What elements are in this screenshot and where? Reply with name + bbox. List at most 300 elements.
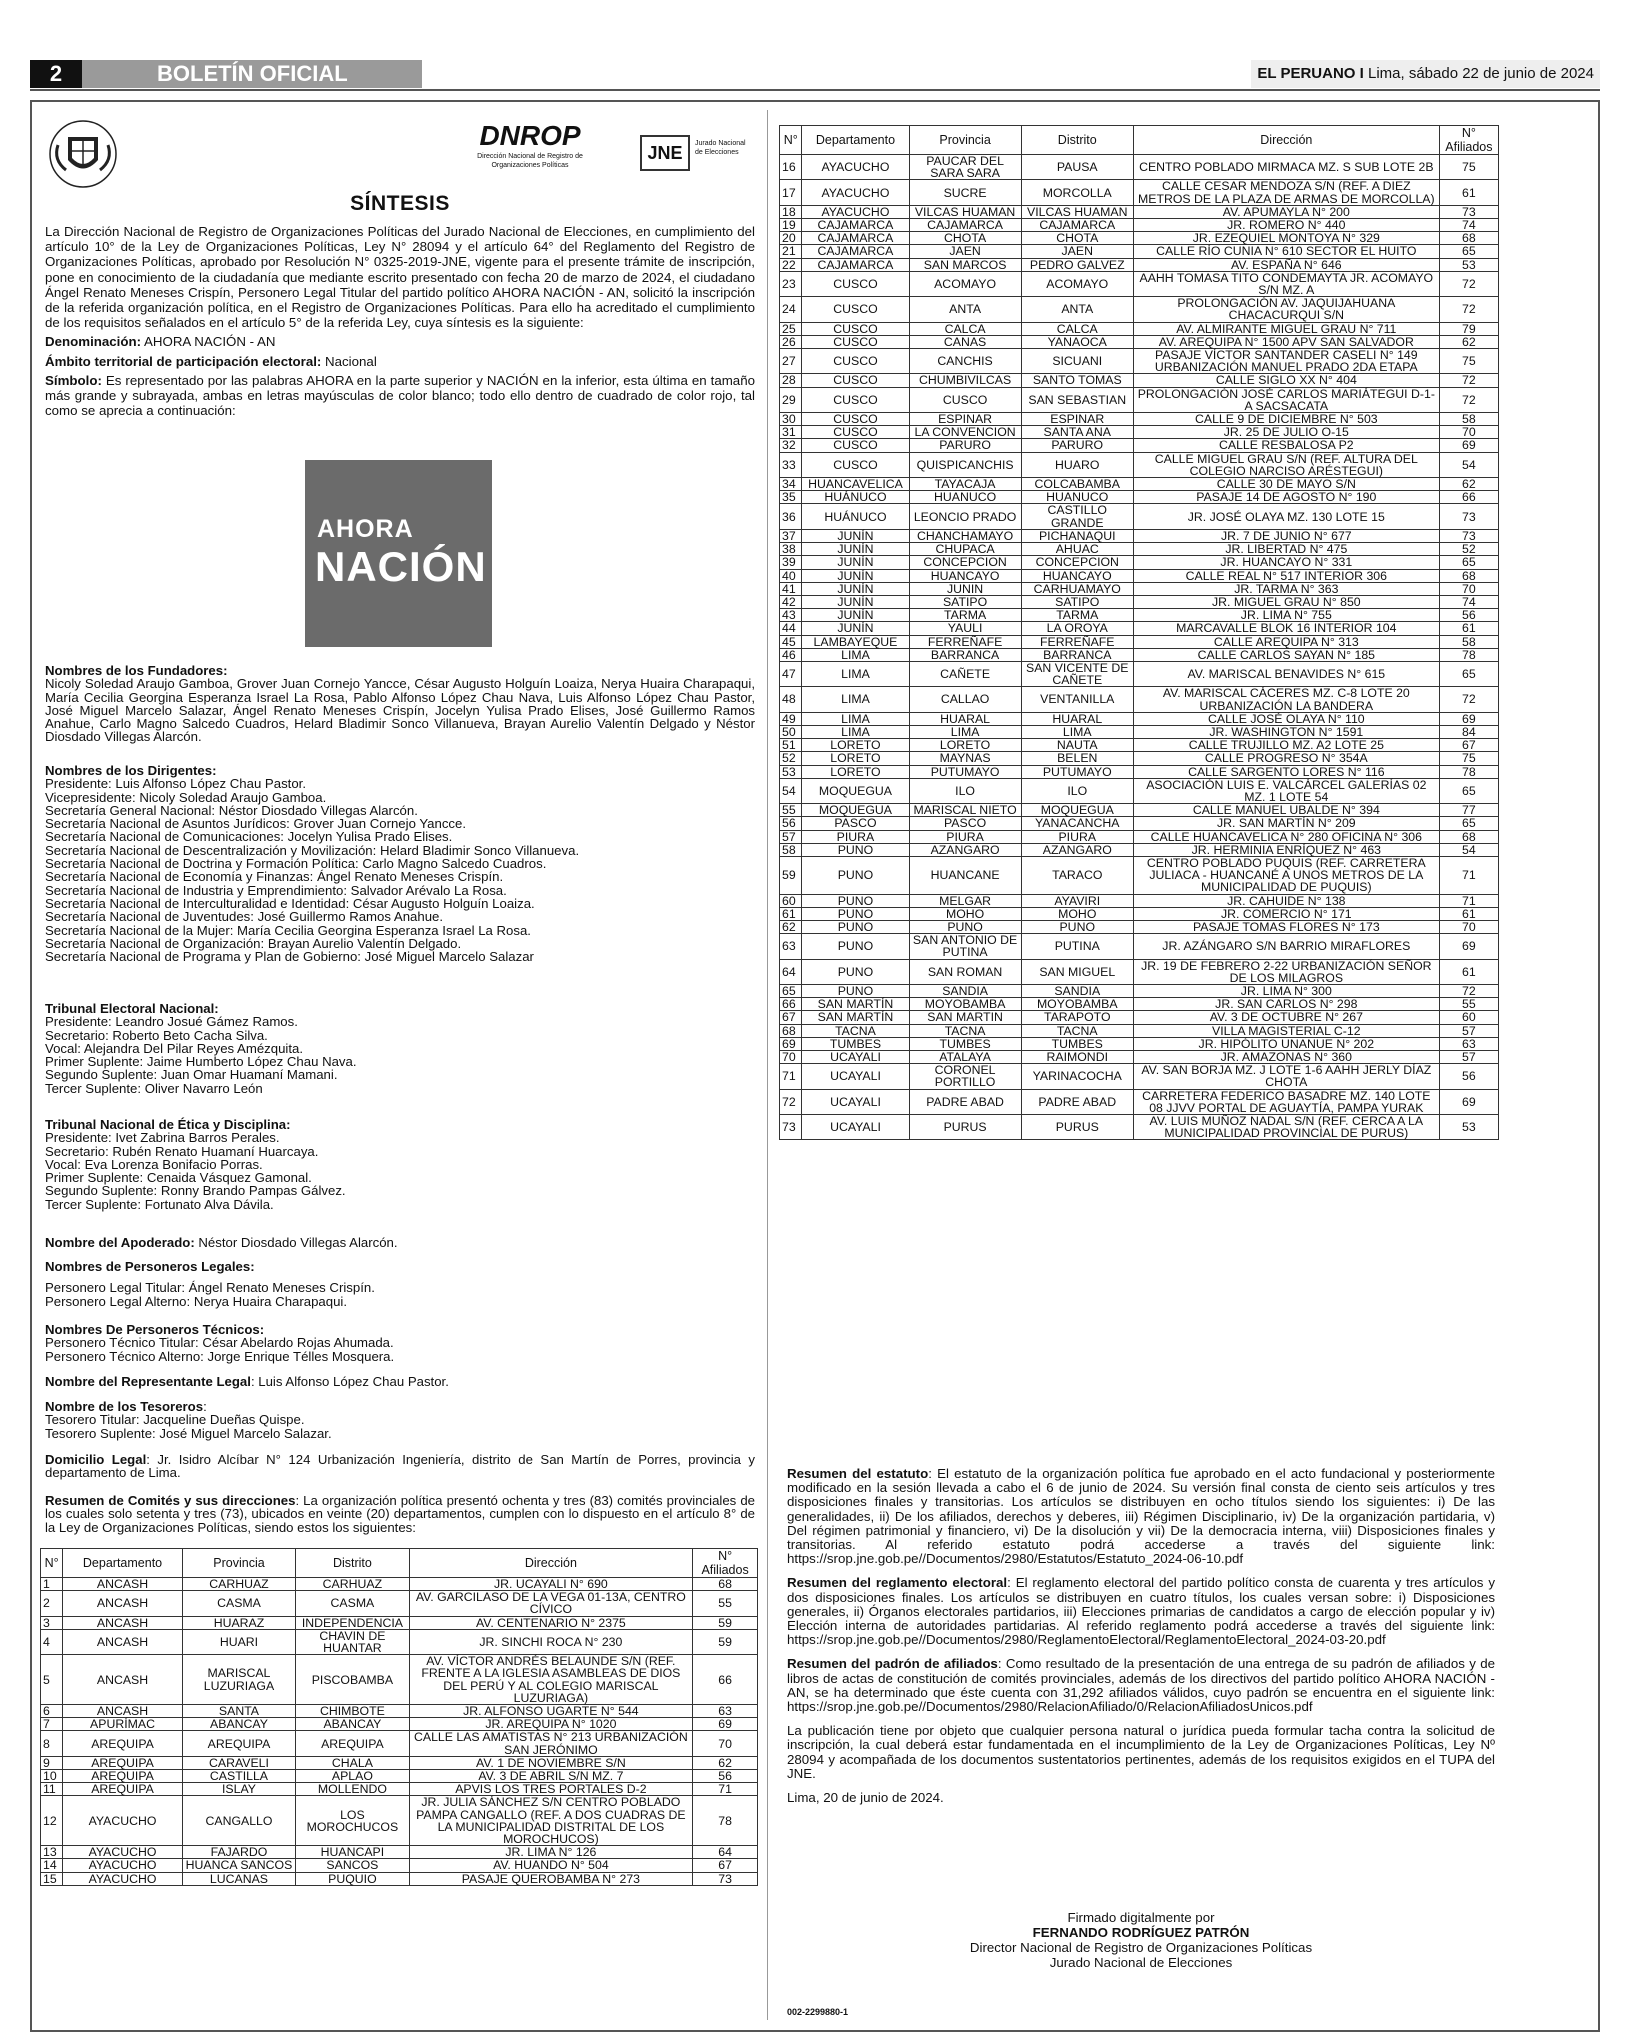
table-cell: LIMA <box>802 725 909 738</box>
table-cell: HUANCANE <box>909 856 1021 894</box>
table-cell: TAYACAJA <box>909 478 1021 491</box>
table-cell: PASAJE 14 DE AGOSTO N° 190 <box>1133 491 1439 504</box>
table-cell: 50 <box>780 725 802 738</box>
table-cell: 55 <box>693 1591 758 1616</box>
table-row <box>780 648 1499 661</box>
list-item: Vocal: Eva Lorenza Bonifacio Porras. <box>45 1156 263 1172</box>
table-cell: 17 <box>780 180 802 205</box>
table-cell: LIMA <box>909 725 1021 738</box>
table-row <box>780 439 1499 452</box>
table-cell: TACNA <box>802 1024 909 1037</box>
table-cell: 56 <box>693 1770 758 1783</box>
table-cell: 71 <box>693 1783 758 1796</box>
table-cell: 73 <box>780 1115 802 1140</box>
table-cell: CARAVELI <box>182 1756 295 1769</box>
table-cell: SAN SEBASTIAN <box>1021 387 1133 412</box>
column-header: Dirección <box>409 1549 693 1578</box>
committees-table-right <box>779 125 1499 1140</box>
table-cell: CASTILLA <box>182 1770 295 1783</box>
table-cell: ACOMAYO <box>909 271 1021 296</box>
table-cell: HUARAL <box>1021 712 1133 725</box>
table-cell: TARMA <box>909 609 1021 622</box>
ambito: Ámbito territorial de participación electoral: Nacional <box>45 353 377 369</box>
list-item: Presidente: Leandro Josué Gámez Ramos. <box>45 1014 298 1030</box>
table-cell: APURÍMAC <box>63 1718 183 1731</box>
list-item: Tercer Suplente: Fortunato Alva Dávila. <box>45 1196 274 1212</box>
table-cell: 65 <box>1439 661 1498 686</box>
table-cell: 78 <box>1439 765 1498 778</box>
table-cell: AYACUCHO <box>802 155 909 180</box>
table-cell: JR. 19 DE FEBRERO 2-22 URBANIZACIÓN SEÑOR DE LOS MILAGROS <box>1133 959 1439 984</box>
table-cell: JUNÍN <box>802 622 909 635</box>
table-cell: LIMA <box>802 661 909 686</box>
table-row <box>780 387 1499 412</box>
table-cell: AYACUCHO <box>63 1796 183 1846</box>
table-cell: JR. LIBERTAD N° 475 <box>1133 543 1439 556</box>
table-cell: 61 <box>780 907 802 920</box>
table-cell: 49 <box>780 712 802 725</box>
separator: I <box>1359 65 1364 82</box>
table-cell: SANTA <box>182 1705 295 1718</box>
table-cell: 59 <box>693 1616 758 1629</box>
simbolo: Símbolo: Es representado por las palabras AHORA en la parte superior y NACIÓN en la inferior, esta última en tamaño más grande y subrayada, ambas en letras mayúsculas de color blanco; todo ello dentro de cuadrado de color rojo, tal como se aprecia a continuación: <box>45 372 755 419</box>
table-cell: HUARO <box>1021 452 1133 477</box>
table-cell: 73 <box>1439 205 1498 218</box>
table-cell: HUARAL <box>909 712 1021 725</box>
table-cell: 67 <box>1439 739 1498 752</box>
table-cell: TARAPOTO <box>1021 1011 1133 1024</box>
table-row <box>780 804 1499 817</box>
list-item: Secretario: Roberto Beto Cacha Silva. <box>45 1027 268 1043</box>
table-cell: MOQUEGUA <box>802 804 909 817</box>
table-cell: 62 <box>780 920 802 933</box>
issue-date: Lima, sábado 22 de junio de 2024 <box>1367 65 1594 82</box>
table-cell: AV. 1 DE NOVIEMBRE S/N <box>409 1756 693 1769</box>
table-cell: 68 <box>1439 232 1498 245</box>
table-cell: SUCRE <box>909 180 1021 205</box>
column-header: Distrito <box>1021 126 1133 155</box>
table-cell: ANCASH <box>63 1578 183 1591</box>
table-row <box>780 725 1499 738</box>
table-cell: CENTRO POBLADO MIRMACA MZ. S SUB LOTE 2B <box>1133 155 1439 180</box>
table-cell: PUNO <box>802 856 909 894</box>
list-item: Secretaría Nacional de Economía y Finanzas: Ángel Renato Meneses Crispín. <box>45 869 504 885</box>
table-row <box>780 452 1499 477</box>
table-cell: 12 <box>41 1796 63 1846</box>
jne-sub-1: Jurado Nacional <box>695 140 746 147</box>
table-row <box>780 830 1499 843</box>
table-row <box>780 739 1499 752</box>
list-item: Secretaría Nacional de Interculturalidad e Identidad: César Augusto Holguín Loaiza. <box>45 895 535 911</box>
table-cell: SATIPO <box>1021 595 1133 608</box>
table-cell: 62 <box>1439 335 1498 348</box>
table-cell: 26 <box>780 335 802 348</box>
table-cell: MOYOBAMBA <box>909 998 1021 1011</box>
table-row <box>780 661 1499 686</box>
table-cell: JUNÍN <box>802 556 909 569</box>
table-cell: 69 <box>1439 934 1498 959</box>
table-cell: TUMBES <box>802 1037 909 1050</box>
table-cell: AREQUIPA <box>63 1783 183 1796</box>
table-cell: AYACUCHO <box>63 1859 183 1872</box>
intro-paragraph: La Dirección Nacional de Registro de Organizaciones Políticas del Jurado Nacional de Elecciones, en cumplimiento del artículo 10° de la Ley de Organizaciones Políticas, Ley N° 28094 y el artículo 64° del Reglamento del Registro de Organizaciones Políticas, aprobado por Resolución N° 0325-2019-JNE, vigente para el presente trámite de inscripción, pone en conocimiento de la ciudadanía que mediante escrito presentado con fecha 20 de marzo de 2024, el ciudadano Ángel Renato Meneses Crispín, Personero Legal Titular del partido político AHORA NACIÓN - AN, solicitó la inscripción de la referida organización política, en el Registro de Organizaciones Políticas. Para ello ha acreditado el cumplimiento de los requisitos señalados en el artículo 5° de la referida Ley, cuya síntesis es la siguiente: <box>45 224 755 331</box>
table-row <box>780 622 1499 635</box>
table-cell: CHIMBOTE <box>296 1705 409 1718</box>
table-cell: AV. SAN BORJA MZ. J LOTE 1-6 AAHH JERLY DÍAZ CHOTA <box>1133 1064 1439 1089</box>
table-row <box>780 687 1499 712</box>
table-cell: UCAYALI <box>802 1115 909 1140</box>
table-cell: ABANCAY <box>182 1718 295 1731</box>
table-cell: 23 <box>780 271 802 296</box>
table-cell: JR. AMAZONAS N° 360 <box>1133 1051 1439 1064</box>
table-cell: PADRE ABAD <box>909 1089 1021 1114</box>
tesoreros-heading: Nombre de los Tesoreros <box>45 1399 204 1414</box>
table-cell: 67 <box>693 1859 758 1872</box>
table-cell: 58 <box>780 843 802 856</box>
table-cell: FAJARDO <box>182 1846 295 1859</box>
table-cell: 21 <box>780 245 802 258</box>
table-cell: 20 <box>780 232 802 245</box>
table-row <box>780 426 1499 439</box>
table-cell: AYACUCHO <box>63 1846 183 1859</box>
list-item: Secretaría Nacional de Doctrina y Formación Política: Carlo Magno Salcedo Cuadros. <box>45 856 547 872</box>
table-cell: CAJAMARCA <box>802 258 909 271</box>
table-row <box>780 1051 1499 1064</box>
table-cell: 59 <box>693 1629 758 1654</box>
table-cell: ISLAY <box>182 1783 295 1796</box>
list-item: Secretaría Nacional de Juventudes: José Guillermo Ramos Anahue. <box>45 909 444 925</box>
table-cell: PUNO <box>802 920 909 933</box>
table-cell: 71 <box>780 1064 802 1089</box>
table-cell: LIMA <box>802 687 909 712</box>
table-cell: 29 <box>780 387 802 412</box>
table-cell: JR. WASHINGTON N° 1591 <box>1133 725 1439 738</box>
table-row <box>41 1718 758 1731</box>
jne-mark: JNE <box>640 135 690 171</box>
table-cell: 34 <box>780 478 802 491</box>
apoderado: Nombre del Apoderado: Néstor Diosdado Villegas Alarcón. <box>45 1235 398 1250</box>
dnrop-logo <box>440 120 620 170</box>
table-cell: SAN VICENTE DE CAÑETE <box>1021 661 1133 686</box>
list-item: Segundo Suplente: Juan Omar Huamaní Mamani. <box>45 1067 338 1083</box>
table-cell: BARRANCA <box>909 648 1021 661</box>
estatuto-summary: Resumen del estatuto: El estatuto de la organización política fue aprobado en el acto fundacional y posteriormente modificado en la sesión llevada a cabo el 6 de junio de 2024. Su versión final consta de ciento seis artículos y tres disposiciones finales y transitorias. Los artículos se distribuyen en ocho títulos siendo los siguientes: i) De las generalidades, ii) De los afiliados, derechos y deberes, iii) Régimen Disciplinario, iv) De la organización partidaria, v) Del régimen patrimonial y financiero, vi) De la disolución y vii) De la democracia interna, viii) Disposiciones finales y transitorias. Al referido estatuto podrá accederse a través del siguiente link: https://srop.jne.gob.pe//Documentos/2980/Estatutos/Estatuto_2024-06-10.pdf <box>787 1466 1496 1567</box>
table-cell: 6 <box>41 1705 63 1718</box>
table-row <box>780 322 1499 335</box>
table-cell: CARHUAZ <box>182 1578 295 1591</box>
table-row <box>780 843 1499 856</box>
table-cell: MARISCAL NIETO <box>909 804 1021 817</box>
table-cell: CUSCO <box>802 452 909 477</box>
committees-table <box>779 125 1499 1140</box>
masthead-date <box>1251 60 1600 88</box>
table-row <box>780 712 1499 725</box>
table-row <box>780 205 1499 218</box>
table-cell: AV. 3 DE OCTUBRE N° 267 <box>1133 1011 1439 1024</box>
table-cell: PUNO <box>802 843 909 856</box>
table-cell: 28 <box>780 374 802 387</box>
table-cell: 63 <box>780 934 802 959</box>
padron-summary: Resumen del padrón de afiliados: Como resultado de la presentación de una entrega de su padrón de afiliados y de libros de actas de constitución de comités provinciales, además de los directivos del partido político AHORA NACIÓN - AN, se ha determinado que éste cuenta con 31,292 afiliados válidos, cuyo padrón se encuentra en el siguiente link: https://srop.jne.gob.pe//Documentos/2980/RelacionAfiliado/0/RelacionAfiliadosUnicos.pdf <box>787 1656 1495 1715</box>
table-cell: HUANCA SANCOS <box>182 1859 295 1872</box>
table-cell: AV. HUANDO N° 504 <box>409 1859 693 1872</box>
table-cell: MOQUEGUA <box>1021 804 1133 817</box>
table-cell: 75 <box>1439 155 1498 180</box>
table-cell: MOHO <box>1021 907 1133 920</box>
table-cell: CALLE RÍO CUNIA N° 610 SECTOR EL HUITO <box>1133 245 1439 258</box>
table-cell: CARHUAMAYO <box>1021 582 1133 595</box>
table-cell: AREQUIPA <box>63 1731 183 1756</box>
table-cell: BELEN <box>1021 752 1133 765</box>
etica-heading: Tribunal Nacional de Ética y Disciplina: <box>45 1117 291 1132</box>
jne-logo <box>640 135 750 175</box>
table-cell: 84 <box>1439 725 1498 738</box>
table-cell: CAJAMARCA <box>1021 219 1133 232</box>
table-cell: RAIMONDI <box>1021 1051 1133 1064</box>
table-cell: 64 <box>780 959 802 984</box>
table-cell: 7 <box>41 1718 63 1731</box>
list-item: Secretaría Nacional de Comunicaciones: Jocelyn Yulisa Prado Elises. <box>45 829 453 845</box>
table-cell: CUSCO <box>802 297 909 322</box>
table-row <box>41 1756 758 1769</box>
table-cell: 72 <box>1439 271 1498 296</box>
table-cell: 3 <box>41 1616 63 1629</box>
table-cell: LORETO <box>802 739 909 752</box>
table-cell: 61 <box>1439 180 1498 205</box>
table-cell: HUARI <box>182 1629 295 1654</box>
table-cell: PAUSA <box>1021 155 1133 180</box>
table-cell: SATIPO <box>909 595 1021 608</box>
table-cell: 68 <box>1439 569 1498 582</box>
table-header-row <box>41 1549 758 1578</box>
table-cell: SANCOS <box>296 1859 409 1872</box>
table-cell: CALLE MIGUEL GRAU S/N (REF. ALTURA DEL COLEGIO NARCISO ARÉSTEGUI) <box>1133 452 1439 477</box>
signer-institution: Jurado Nacional de Elecciones <box>1049 1955 1233 1970</box>
table-cell: CALLE SIGLO XX N° 404 <box>1133 374 1439 387</box>
table-row <box>41 1591 758 1616</box>
table-row <box>780 856 1499 894</box>
table-cell: CAJAMARCA <box>802 219 909 232</box>
table-cell: 63 <box>693 1705 758 1718</box>
table-cell: 72 <box>1439 297 1498 322</box>
table-cell: 65 <box>1439 778 1498 803</box>
table-row <box>780 232 1499 245</box>
table-cell: 58 <box>1439 635 1498 648</box>
table-row <box>41 1731 758 1756</box>
fundadores-section <box>45 664 755 744</box>
table-cell: 57 <box>780 830 802 843</box>
table-row <box>41 1796 758 1846</box>
table-cell: LOS MOROCHUCOS <box>296 1796 409 1846</box>
table-cell: INDEPENDENCIA <box>296 1616 409 1629</box>
table-cell: PUNO <box>802 934 909 959</box>
table-cell: SAN MARTÍN <box>802 998 909 1011</box>
table-cell: 10 <box>41 1770 63 1783</box>
table-cell: 25 <box>780 322 802 335</box>
table-cell: APVIS LOS TRES PORTALES D-2 <box>409 1783 693 1796</box>
table-cell: FERREÑAFE <box>909 635 1021 648</box>
table-row <box>780 595 1499 608</box>
tribunal-section <box>45 1002 755 1095</box>
column-header: N° Afiliados <box>693 1549 758 1578</box>
table-cell: HUANUCO <box>1021 491 1133 504</box>
table-cell: AV. MARISCAL CÁCERES MZ. C-8 LOTE 20 URBANIZACIÓN LA BANDERA <box>1133 687 1439 712</box>
table-cell: 47 <box>780 661 802 686</box>
table-row <box>780 245 1499 258</box>
tecnicos-list <box>45 1336 755 1363</box>
table-cell: HUÁNUCO <box>802 491 909 504</box>
dnrop-title: DNROP <box>479 120 581 151</box>
table-cell: 54 <box>1439 843 1498 856</box>
list-item: Personero Técnico Titular: César Abelardo Rojas Ahumada. <box>45 1335 394 1351</box>
table-cell: 11 <box>41 1783 63 1796</box>
table-cell: 73 <box>1439 504 1498 529</box>
tesoreros-section: Nombre de los Tesoreros: Tesorero Titular: Jacqueline Dueñas Quispe. Tesorero Suplente: José Miguel Marcelo Salazar. <box>45 1400 755 1440</box>
table-cell: LORETO <box>909 739 1021 752</box>
table-cell: 33 <box>780 452 802 477</box>
tribunal-heading: Tribunal Electoral Nacional: <box>45 1001 219 1016</box>
table-row <box>780 1011 1499 1024</box>
table-cell: TACNA <box>909 1024 1021 1037</box>
column-header: Departamento <box>802 126 909 155</box>
table-cell: TUMBES <box>1021 1037 1133 1050</box>
newspaper-name: EL PERUANO <box>1257 65 1356 82</box>
table-cell: AAHH TOMASA TITO CONDEMAYTA JR. ACOMAYO S/N MZ. A <box>1133 271 1439 296</box>
table-cell: ANTA <box>909 297 1021 322</box>
table-cell: CALLE LAS AMATISTAS N° 213 URBANIZACIÓN SAN JERÓNIMO <box>409 1731 693 1756</box>
table-cell: 15 <box>41 1872 63 1885</box>
table-cell: LEONCIO PRADO <box>909 504 1021 529</box>
table-cell: 46 <box>780 648 802 661</box>
table-row <box>780 765 1499 778</box>
table-row <box>780 297 1499 322</box>
table-cell: 64 <box>693 1846 758 1859</box>
table-cell: UCAYALI <box>802 1089 909 1114</box>
table-cell: TUMBES <box>909 1037 1021 1050</box>
table-row <box>780 504 1499 529</box>
table-cell: 19 <box>780 219 802 232</box>
table-row <box>780 582 1499 595</box>
table-row <box>780 778 1499 803</box>
table-cell: HUANCAYO <box>909 569 1021 582</box>
table-cell: 32 <box>780 439 802 452</box>
list-item: Tesorero Suplente: José Miguel Marcelo Salazar. <box>45 1425 332 1441</box>
table-cell: 71 <box>1439 894 1498 907</box>
table-cell: CALCA <box>1021 322 1133 335</box>
table-cell: 56 <box>1439 609 1498 622</box>
table-cell: CALLE MANUEL UBALDE N° 394 <box>1133 804 1439 817</box>
table-row <box>780 985 1499 998</box>
list-item: Primer Suplente: Cenaida Vásquez Gamonal. <box>45 1170 312 1186</box>
table-cell: 41 <box>780 582 802 595</box>
table-cell: CALLE SARGENTO LORES N° 116 <box>1133 765 1439 778</box>
table-cell: 16 <box>780 155 802 180</box>
table-cell: PADRE ABAD <box>1021 1089 1133 1114</box>
table-cell: AV. GARCILASO DE LA VEGA 01-13A, CENTRO CÍVICO <box>409 1591 693 1616</box>
table-row <box>41 1629 758 1654</box>
table-cell: VILCAS HUAMAN <box>1021 205 1133 218</box>
table-cell: PASAJE QUEROBAMBA N° 273 <box>409 1872 693 1885</box>
table-cell: CALLE HUANCAVELICA N° 280 OFICINA N° 306 <box>1133 830 1439 843</box>
table-cell: SAN MIGUEL <box>1021 959 1133 984</box>
table-cell: 2 <box>41 1591 63 1616</box>
table-cell: SANTO TOMAS <box>1021 374 1133 387</box>
table-cell: JR. LIMA N° 300 <box>1133 985 1439 998</box>
table-cell: 57 <box>1439 1024 1498 1037</box>
table-cell: 61 <box>1439 907 1498 920</box>
table-cell: AV. LUIS MUÑOZ NADAL S/N (REF. CERCA A LA MUNICIPALIDAD PROVINCIAL DE PURUS) <box>1133 1115 1439 1140</box>
tesoreros-list <box>45 1413 755 1440</box>
list-item: Primer Suplente: Jaime Humberto López Chau Nava. <box>45 1054 357 1070</box>
section-title: BOLETÍN OFICIAL <box>82 60 422 88</box>
table-cell: 8 <box>41 1731 63 1756</box>
personeros-list <box>45 1281 755 1308</box>
document-title: SÍNTESIS <box>350 192 450 215</box>
table-cell: YANAOCA <box>1021 335 1133 348</box>
table-cell: LIMA <box>802 712 909 725</box>
table-cell: 65 <box>1439 556 1498 569</box>
table-cell: JR. 7 DE JUNIO N° 677 <box>1133 529 1439 542</box>
table-cell: VILCAS HUAMAN <box>909 205 1021 218</box>
table-cell: CALLAO <box>909 687 1021 712</box>
table-row <box>780 478 1499 491</box>
column-header: Dirección <box>1133 126 1439 155</box>
table-cell: ILO <box>909 778 1021 803</box>
table-cell: PUQUIO <box>296 1872 409 1885</box>
table-cell: AV. 3 DE ABRIL S/N MZ. 7 <box>409 1770 693 1783</box>
table-cell: 55 <box>780 804 802 817</box>
table-cell: HUANCAPI <box>296 1846 409 1859</box>
table-cell: PUTUMAYO <box>1021 765 1133 778</box>
committees-table-left <box>40 1548 758 1886</box>
table-cell: PEDRO GALVEZ <box>1021 258 1133 271</box>
table-cell: CALLE RESBALOSA P2 <box>1133 439 1439 452</box>
table-cell: CALLE 30 DE MAYO S/N <box>1133 478 1439 491</box>
table-header-row <box>780 126 1499 155</box>
table-cell: SANDIA <box>909 985 1021 998</box>
table-cell: JUNÍN <box>802 609 909 622</box>
table-cell: LA CONVENCION <box>909 426 1021 439</box>
table-cell: HUARAZ <box>182 1616 295 1629</box>
column-header: N° Afiliados <box>1439 126 1498 155</box>
table-cell: CUSCO <box>802 322 909 335</box>
domicilio: Domicilio Legal: Jr. Isidro Alcíbar N° 124 Urbanización Ingeniería, distrito de San Martín de Porres, provincia y departamento de Lima. <box>45 1452 755 1481</box>
table-cell: 70 <box>1439 920 1498 933</box>
table-cell: LORETO <box>802 765 909 778</box>
table-cell: NAUTA <box>1021 739 1133 752</box>
table-cell: 36 <box>780 504 802 529</box>
list-item: Personero Legal Alterno: Nerya Huaira Charapaqui. <box>45 1293 348 1309</box>
column-header: N° <box>41 1549 63 1578</box>
list-item: Secretaría Nacional de la Mujer: María Cecilia Georgina Esperanza Israel La Rosa. <box>45 922 531 938</box>
table-cell: MOQUEGUA <box>802 778 909 803</box>
publicacion-paragraph: La publicación tiene por objeto que cualquier persona natural o jurídica pueda formular tacha contra la solicitud de inscripción, la cual deberá estar fundamentada en el incumplimiento de la Ley de Organizaciones Políticas, Ley Nº 28094 y acompañada de los documentos sustentatorios pertinentes, además de los requisitos exigidos en el TUPA del JNE. <box>787 1723 1495 1781</box>
table-cell: 66 <box>1439 491 1498 504</box>
table-cell: ANCASH <box>63 1655 183 1705</box>
table-cell: CONCEPCION <box>909 556 1021 569</box>
signer-role: Director Nacional de Registro de Organizaciones Políticas <box>969 1940 1313 1955</box>
list-item: Presidente: Ivet Zabrina Barros Perales. <box>45 1130 280 1146</box>
table-cell: 54 <box>780 778 802 803</box>
table-cell: 68 <box>780 1024 802 1037</box>
table-cell: CHUPACA <box>909 543 1021 556</box>
table-row <box>780 543 1499 556</box>
table-cell: MORCOLLA <box>1021 180 1133 205</box>
table-cell: 51 <box>780 739 802 752</box>
table-cell: PUNO <box>802 907 909 920</box>
table-cell: ANCASH <box>63 1591 183 1616</box>
table-cell: CUSCO <box>802 426 909 439</box>
